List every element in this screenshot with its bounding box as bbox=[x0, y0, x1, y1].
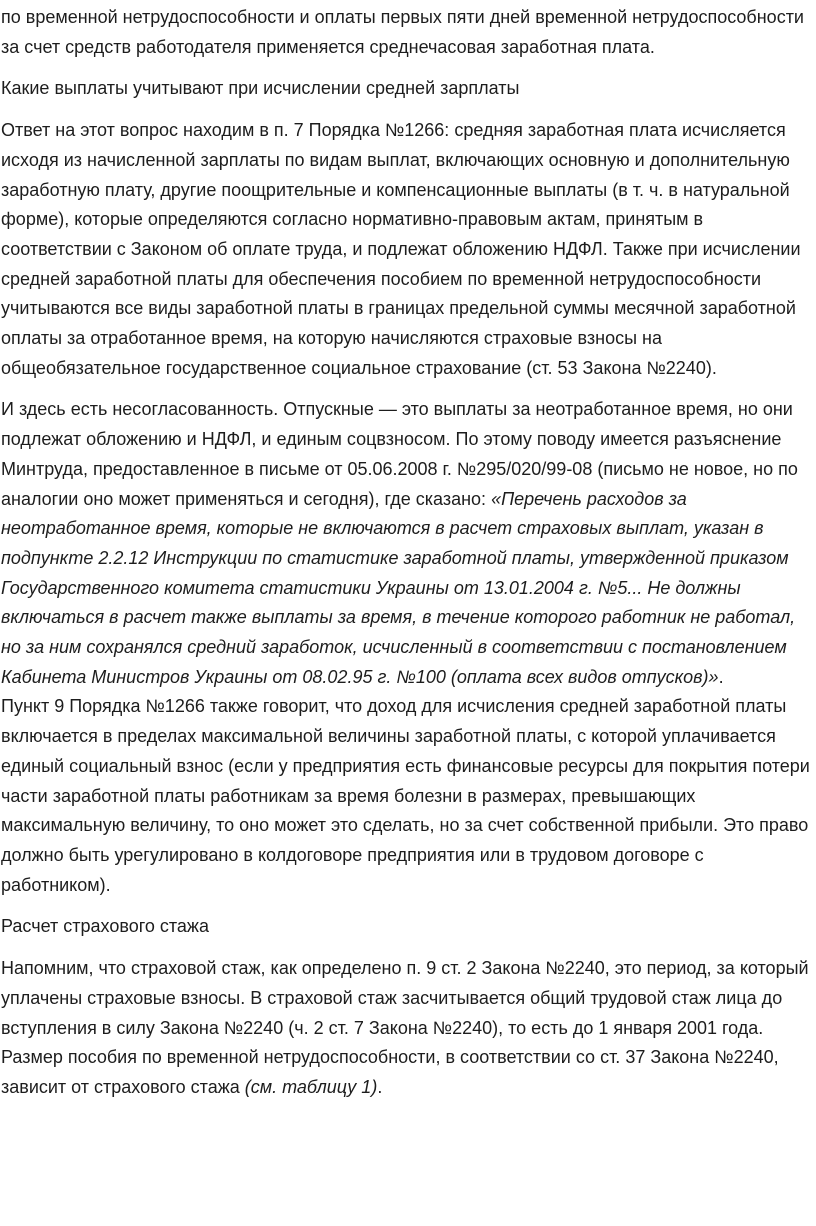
paragraph-continuation: по временной нетрудоспособности и оплаты первых пяти дней временной нетрудоспособности за счет средств работодателя применяется среднечасовая заработная плата. bbox=[1, 7, 804, 57]
section-heading-average-salary: Какие выплаты учитывают при исчислении средней зарплаты bbox=[1, 78, 520, 99]
paragraph-intro-text: И здесь есть несогласованность. Отпускные — это выплаты за неотработанное время, но они подлежат обложению и НДФЛ, и единым соцвзносом. По этому поводу имеется разъяснение Минтруда, предоставленное в письме от 05.06.2008 г. №295/020/99-08 (письмо не новое, но по аналогии оно может применяться и сегодня), где сказано: bbox=[1, 399, 798, 509]
paragraph-end-punct: . bbox=[377, 1076, 383, 1097]
section-heading-insurance-record: Расчет страхового стажа bbox=[1, 916, 209, 937]
paragraph-end-punct: . bbox=[718, 666, 724, 687]
paragraph-insurance-record bbox=[1, 954, 812, 1103]
paragraph-average-salary-rules: Ответ на этот вопрос находим в п. 7 Порядка №1266: средняя заработная плата исчисляется исходя из начисленной зарплаты по видам выплат, включающих основную и дополнительную заработную плату, другие поощрительные и компенсационные выплаты (в т. ч. в натуральной форме), которые определяются согласно нормативно-правовым актам, принятым в соответствии с Законом об оплате труда, и подлежат обложению НДФЛ. Также при исчислении средней заработной платы для обеспечения пособием по временной нетрудоспособности учитываются все виды заработной платы в границах предельной суммы месячной заработной оплаты за отработанное время, на которую начисляются страховые взносы на общеобязательное государственное социальное страхование (ст. 53 Закона №2240). bbox=[1, 120, 801, 378]
table-reference: (см. таблицу 1) bbox=[244, 1076, 378, 1097]
paragraph-vacation-pay-note bbox=[1, 395, 812, 692]
paragraph-main-text: Напомним, что страховой стаж, как определено п. 9 ст. 2 Закона №2240, это период, за который уплачены страховые взносы. В страховой стаж засчитывается общий трудовой стаж лица до вступления в силу Закона №2240 (ч. 2 ст. 7 Закона №2240), то есть до 1 января 2001 года. Размер пособия по временной нетрудоспособности, в соответствии со ст. 37 Закона №2240, зависит от страхового стажа bbox=[1, 958, 809, 1097]
ministry-quote: «Перечень расходов за неотработанное время, которые не включаются в расчет страховых выплат, указан в подпункте 2.2.12 Инструкции по статистике заработной платы, утвержденной приказом Государственного комитета статистики Украины от 13.01.2004 г. №5... Не должны включаться в расчет также выплаты за время, в течение которого работник не работал, но за ним сохранялся средний заработок, исчисленный в соответствии с постановлением Кабинета Министров Украины от 08.02.95 г. №100 (оплата всех видов отпусков)» bbox=[1, 488, 796, 687]
paragraph-point-9: Пункт 9 Порядка №1266 также говорит, что доход для исчисления средней заработной платы включается в пределах максимальной величины заработной платы, с которой уплачивается единый социальный взнос (если у предприятия есть финансовые ресурсы для покрытия потери части заработной платы работникам за время болезни в размерах, превышающих максимальную величину, то оно может это сделать, но за счет собственной прибыли. Это право должно быть урегулировано в колдоговоре предприятия или в трудовом договоре с работником). bbox=[1, 696, 810, 895]
